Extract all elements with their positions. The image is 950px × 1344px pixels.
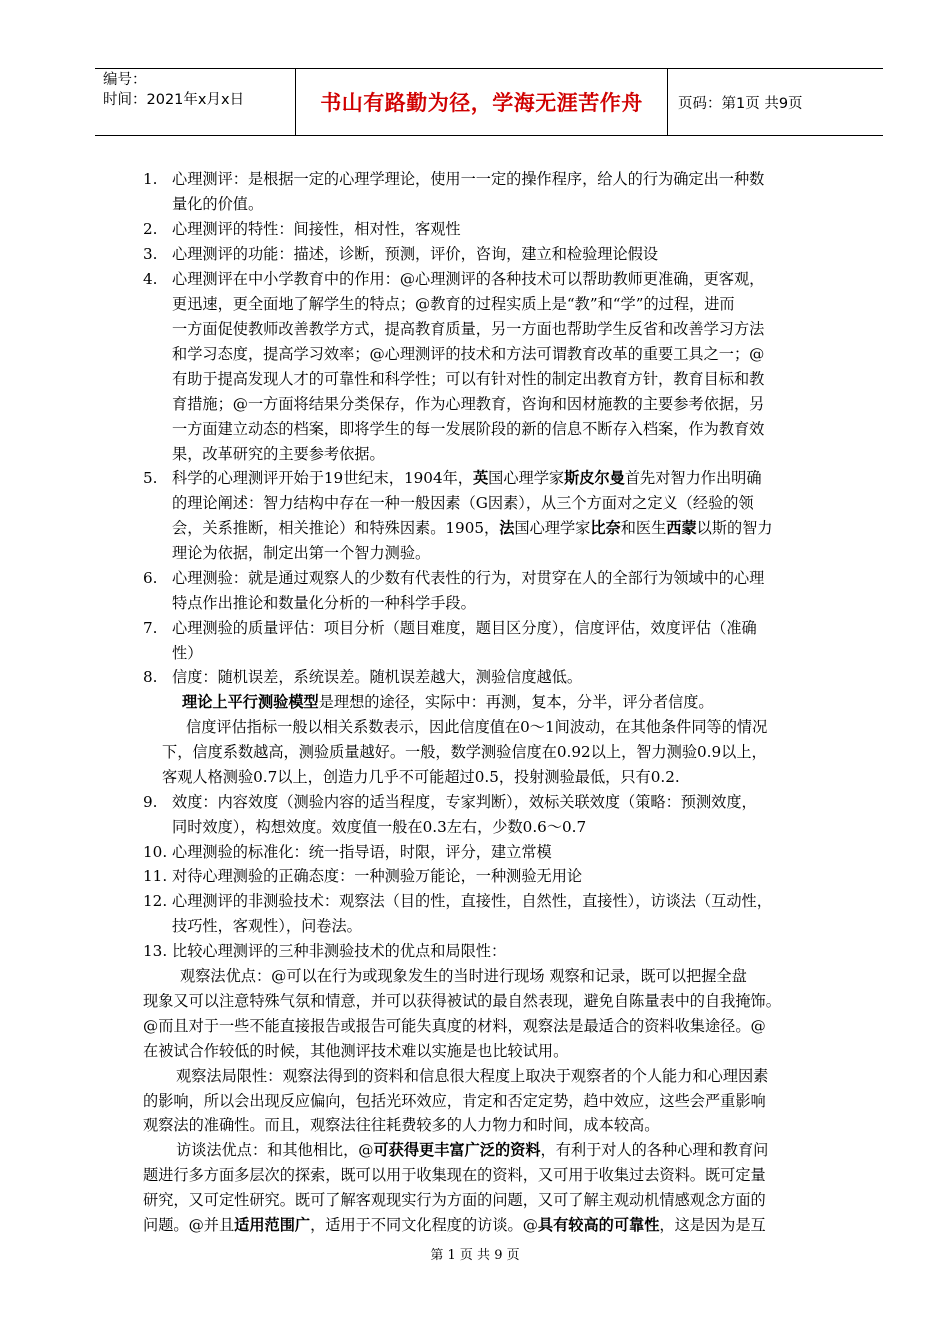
interview-text: 访谈法优点：和其他相比，@ (176, 1141, 374, 1159)
item-line: 效度：内容效度（测验内容的适当程度，专家判断），效标关联效度（策略：预测效度， (172, 793, 757, 811)
interview-bold: 具有较高的可靠性 (537, 1216, 660, 1234)
item-number: 6. (143, 569, 158, 587)
item-number: 13. (143, 942, 168, 960)
interview-text: ，有利于对人的各种心理和教育问 (540, 1141, 769, 1159)
item5-text: 国心理学家 (514, 519, 591, 537)
item-line: 有助于提高发现人才的可靠性和科学性；可以有针对性的制定出教育方针，教育目标和教 (172, 370, 765, 388)
item-line: 客观人格测验0.7以上，创造力几乎不可能超过0.5，投射测验最低，只有0.2. (162, 768, 680, 786)
item-line: 心理测评：是根据一定的心理学理论，使用一一定的操作程序，给人的行为确定出一种数 (172, 170, 765, 188)
item-line: 比较心理测评的三种非测验技术的优点和局限性： (172, 942, 507, 960)
item-line: 心理测验的质量评估：项目分析（题目难度，题目区分度），信度评估，效度评估（准确 (172, 619, 757, 637)
interview-advantages-line: 题进行多方面多层次的探索，既可以用于收集现在的资料，又可用于收集过去资料。既可定量 (143, 1166, 766, 1184)
item-number: 10. (143, 843, 168, 861)
item-line: 对待心理测验的正确态度：一种测验万能论，一种测验无用论 (172, 867, 583, 885)
interview-advantages-line (143, 1213, 766, 1238)
item-line: 信度评估指标一般以相关系数表示，因此信度值在0～1间波动，在其他条件同等的情况 (186, 718, 768, 736)
item-number: 3. (143, 245, 158, 263)
item5-text: 以斯的智力 (696, 519, 773, 537)
item-line (172, 466, 762, 491)
item5-bold: 西蒙 (666, 519, 697, 537)
item-line: 特点作出推论和数量化分析的一种科学手段。 (172, 594, 476, 612)
item5-bold: 比奈 (590, 519, 621, 537)
item-line: 心理测评的特性：间接性，相对性，客观性 (172, 220, 461, 238)
item-line: 性） (172, 644, 203, 662)
item-line: 下，信度系数越高，测验质量越好。一般，数学测验信度在0.92以上，智力测验0.9以上， (162, 743, 767, 761)
item5-text: 科学的心理测评开始于19世纪末，1904年， (172, 469, 473, 487)
parallel-test-model-bold: 理论上平行测验模型 (182, 693, 319, 711)
page-footer: 第 1 页 共 9 页 (430, 1248, 520, 1263)
number-label: 编号： (103, 72, 147, 88)
item5-text: 会，关系推断，相关推论）和特殊因素。1905， (172, 519, 500, 537)
item-line: 心理测评的功能：描述，诊断，预测，评价，咨询，建立和检验理论假设 (172, 245, 658, 263)
time-label: 时间：2021年x月x日 (103, 92, 245, 108)
item-line (182, 690, 714, 715)
item-number: 12. (143, 892, 168, 910)
observation-limitations-line: 观察法的准确性。而且，观察法往往耗费较多的人力物力和时间，成本较高。 (143, 1116, 660, 1134)
item-line: 一方面建立动态的档案，即将学生的每一发展阶段的新的信息不断存入档案，作为教育效 (172, 420, 765, 438)
item-line: 心理测验：就是通过观察人的少数有代表性的行为，对贯穿在人的全部行为领域中的心理 (172, 569, 765, 587)
item-number: 5. (143, 469, 158, 487)
item-line: 果，改革研究的主要参考依据。 (172, 445, 385, 463)
page-header (95, 68, 883, 136)
item8-text: 是理想的途径，实际中：再测，复本，分半，评分者信度。 (318, 693, 714, 711)
item5-bold: 法 (499, 519, 515, 537)
interview-bold: 适用范围广 (234, 1216, 311, 1234)
observation-advantages-line: 现象又可以注意特殊气氛和情意，并可以获得被试的最自然表现，避免自陈量表中的自我掩饰。 (143, 992, 781, 1010)
item-number: 8. (143, 668, 158, 686)
item-line: 心理测验的标准化：统一指导语，时限，评分，建立常模 (172, 843, 552, 861)
item-line: 心理测评在中小学教育中的作用：@心理测评的各种技术可以帮助教师更准确，更客观， (172, 270, 765, 288)
item-number: 7. (143, 619, 158, 637)
header-meta (95, 69, 295, 135)
observation-limitations-line: 的影响，所以会出现反应偏向，包括光环效应，肯定和否定定势，趋中效应，这些会严重影响 (143, 1092, 766, 1110)
item5-text: 和医生 (620, 519, 667, 537)
item-line: 更迅速，更全面地了解学生的特点；@教育的过程实质上是“教”和“学”的过程，进而 (172, 295, 735, 313)
item-line: 心理测评的非测验技术：观察法（目的性，直接性，自然性，直接性），访谈法（互动性， (172, 892, 772, 910)
item-line: 育措施；@一方面将结果分类保存，作为心理教育，咨询和因材施教的主要参考依据，另 (172, 395, 765, 413)
observation-advantages-line: 在被试合作较低的时候，其他测评技术难以实施是也比较试用。 (143, 1042, 569, 1060)
item-number: 1. (143, 170, 158, 188)
item-line: 同时效度），构想效度。效度值一般在0.3左右，少数0.6～0.7 (172, 818, 587, 836)
interview-bold: 可获得更丰富广泛的资料 (373, 1141, 541, 1159)
item-number: 9. (143, 793, 158, 811)
item5-bold: 英 (472, 469, 489, 487)
item-number: 2. (143, 220, 158, 238)
item-line: 的理论阐述：智力结构中存在一种一般因素（G因素），从三个方面对之定义（经验的领 (172, 494, 754, 512)
interview-text: ，这是因为是互 (659, 1216, 766, 1234)
item-line (172, 516, 773, 541)
item5-bold: 斯皮尔曼 (564, 469, 625, 487)
interview-text: 问题。@并且 (143, 1216, 235, 1234)
interview-advantages-line: 研究，又可定性研究。既可了解客观现实行为方面的问题，又可了解主观动机情感观念方面的 (143, 1191, 766, 1209)
item-line: 和学习态度，提高学习效率；@心理测评的技术和方法可谓教育改革的重要工具之一；@ (172, 345, 765, 363)
interview-text: ，适用于不同文化程度的访谈。@ (310, 1216, 538, 1234)
item-line: 理论为依据，制定出第一个智力测验。 (172, 544, 431, 562)
observation-advantages-line: 观察法优点：@可以在行为或现象发生的当时进行现场 观察和记录，既可以把握全盘 (180, 967, 747, 985)
header-page-label: 页码：第1页 共9页 (678, 95, 803, 112)
item5-text: 国心理学家 (488, 469, 565, 487)
item5-text: 首先对智力作出明确 (624, 469, 762, 487)
observation-limitations-line: 观察法局限性：观察法得到的资料和信息很大程度上取决于观察者的个人能力和心理因素 (176, 1067, 769, 1085)
item-line: 信度：随机误差，系统误差。随机误差越大，测验信度越低。 (172, 668, 583, 686)
item-line: 技巧性，客观性），问卷法。 (172, 917, 362, 935)
item-number: 4. (143, 270, 158, 288)
item-line: 量化的价值。 (172, 195, 264, 213)
observation-advantages-line: @而且对于一些不能直接报告或报告可能失真度的材料，观察法是最适合的资料收集途径。@ (143, 1017, 766, 1035)
interview-advantages-line (176, 1138, 768, 1163)
header-motto: 书山有路勤为径，学海无涯苦作舟 (295, 69, 668, 135)
item-number: 11. (143, 867, 168, 885)
item-line: 一方面促使教师改善教学方式，提高教育质量，另一方面也帮助学生反省和改善学习方法 (172, 320, 765, 338)
